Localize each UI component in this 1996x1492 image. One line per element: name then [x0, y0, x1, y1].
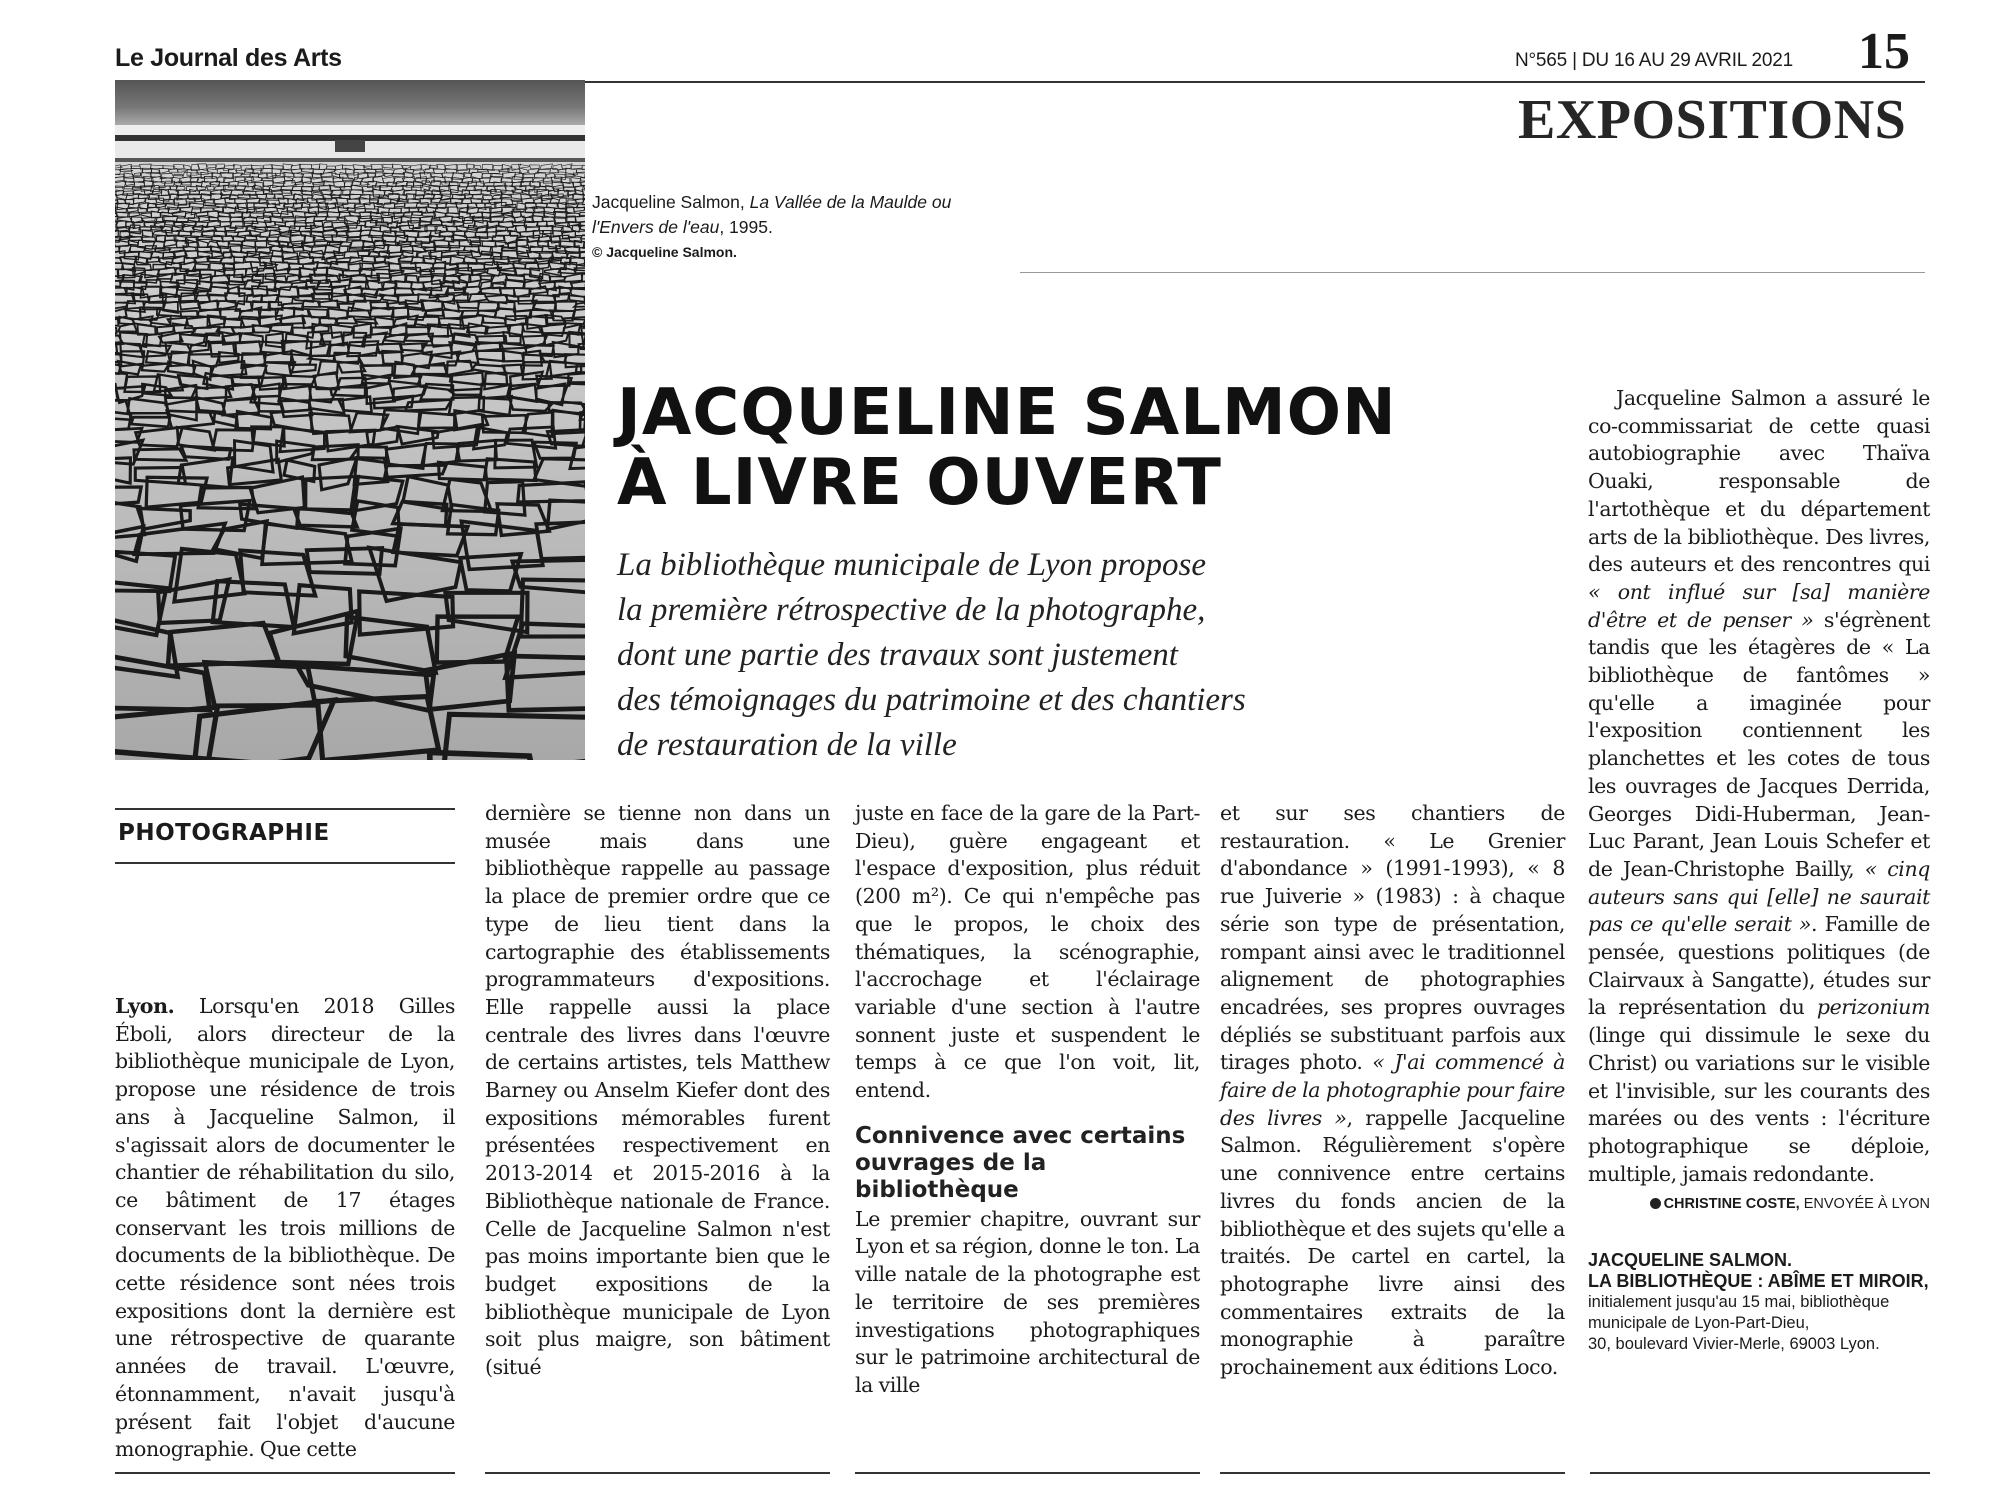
body-text: dernière se tienne non dans un musée mais dans une bibliothèque rappelle au passage la place de premier ordre que ce type de lieu tient dans la cartographie des établissements programmateurs d'expositions. Elle rappelle aussi la place centrale des livres dans l'œuvre de certains artistes, tels Matthew Barney ou Anselm Kiefer dont des expositions mémorables furent présentées respectivement en 2013-2014 et 2015-2016 à la Bibliothèque nationale de France. Celle de Jacqueline Salmon n'est pas moins importante bien que le budget expositions de la bibliothèque municipale de Lyon soit plus maigre, son bâtiment (situé: [485, 801, 830, 1380]
article-column-4: [1220, 800, 1565, 1382]
article-column-1: [115, 993, 455, 1464]
body-text: , rappelle Jacqueline Salmon. Régulièrement s'opère une connivence entre certains livres du fonds ancien de la bibliothèque et des sujets qu'elle a traités. De cartel en cartel, la photographe livre ainsi des commentaires extraits de la monographie à paraître prochainement aux éditions Loco.: [1220, 1105, 1566, 1380]
caption-title: La Vallée de la Maulde ou l'Envers de l'eau: [592, 192, 952, 237]
quote: « J'ai commencé à faire de la photographie pour faire des livres »: [1220, 1050, 1565, 1130]
column-rule: [115, 1472, 455, 1474]
column-rule: [1220, 1472, 1565, 1474]
standfirst-line: La bibliothèque municipale de Lyon propose: [617, 547, 1206, 583]
standfirst-line: dont une partie des travaux sont justement: [617, 637, 1178, 673]
bullet-icon: [1650, 1198, 1661, 1209]
body-text: et sur ses chantiers de restauration. « Le Grenier d'abondance » (1991-1993), « 8 rue Juiverie » (1983) : à chaque série son type de présentation, rompant ainsi avec le traditionnel alignement de photographies encadrées, ses propres ouvrages dépliés se substituant parfois aux tirages photo.: [1220, 801, 1565, 1075]
column-rule: [1590, 1472, 1930, 1474]
photo-caption: [592, 190, 1012, 265]
info-detail: 30, boulevard Vivier-Merle, 69003 Lyon.: [1588, 1335, 1880, 1354]
body-text: s'égrènent tandis que les étagères de « La bibliothèque de fantômes » qu'elle a imaginée pour l'exposition contiennent les planchettes et les cotes de tous les ouvrages de Jacques Derrida, Georges Didi-Huberman, Jean-Luc Parant, Jean Louis Schefer et de Jean-Christophe Bailly,: [1588, 607, 1930, 881]
standfirst-line: la première rétrospective de la photographe,: [617, 592, 1206, 628]
byline-name: CHRISTINE COSTE,: [1663, 1196, 1800, 1213]
body-text: Jacqueline Salmon a assuré le co-commissariat de cette quasi autobiographie avec Thaïva Ouaki, responsable de l'artothèque et du département arts de la bibliothèque. Des livres, des auteurs et des rencontres qui: [1588, 386, 1930, 577]
page-number: 15: [1858, 23, 1910, 80]
body-text: (linge qui dissimule le sexe du Christ) ou variations sur le visible et l'invisible, sur les courants des marées ou des vents : l'écriture photographique se déploie, multiple, jamais redondante.: [1588, 1023, 1930, 1186]
quote: « ont influé sur [sa] manière d'être et de penser »: [1588, 579, 1930, 632]
issue-date: N°565 | DU 16 AU 29 AVRIL 2021: [1515, 50, 1793, 71]
body-text: Lorsqu'en 2018 Gilles Éboli, alors directeur de la bibliothèque municipale de Lyon, propose une résidence de trois ans à Jacqueline Salmon, il s'agissait alors de documenter le chantier de réhabilitation du silo, ce bâtiment de 17 étages conservant les trois millions de documents de la bibliothèque. De cette résidence sont nées trois expositions dont la dernière est une rétrospective de quarante années de travail. L'œuvre, étonnamment, n'avait jusqu'à présent fait l'objet d'aucune monographie. Que cette: [115, 994, 455, 1462]
byline: [1588, 1194, 1930, 1214]
standfirst-line: de restauration de la ville: [617, 727, 957, 763]
headline-line-2: À LIVRE OUVERT: [617, 446, 1222, 520]
info-subtitle: LA BIBLIOTHÈQUE : ABÎME ET MIROIR,: [1588, 1271, 1929, 1292]
column-rule: [855, 1472, 1200, 1474]
standfirst: [617, 543, 1577, 768]
kicker-rule: [115, 808, 455, 810]
quote: « cinq auteurs sans qui [elle] ne saurait pas ce qu'elle serait »: [1588, 856, 1930, 937]
info-title: JACQUELINE SALMON.: [1588, 1250, 1793, 1271]
subheading: Connivence avec certains ouvrages de la bibliothèque: [855, 1122, 1186, 1203]
exhibition-info: [1588, 1250, 1930, 1355]
headline-line-1: JACQUELINE SALMON: [617, 376, 1397, 450]
caption-year: , 1995.: [719, 217, 773, 237]
kicker-rule: [115, 862, 455, 864]
caption-rule: [1020, 272, 1925, 273]
term: perizonium: [1816, 995, 1930, 1020]
info-detail: initialement jusqu'au 15 mai, bibliothèque: [1588, 1293, 1890, 1312]
body-text: juste en face de la gare de la Part-Dieu), guère engageant et l'espace d'exposition, plus réduit (200 m²). Ce qui n'empêche pas que le propos, le choix des thématiques, la scénographie, l'accrochage et l'éclairage variable d'une section à l'autre sonnent juste et suspendent le temps à ce que l'on voit, lit, entend.: [855, 801, 1200, 1103]
article-column-2: [485, 800, 830, 1382]
dateline: Lyon.: [115, 994, 175, 1018]
column-rule: [485, 1472, 830, 1474]
header-rule: [585, 81, 1925, 83]
masthead: Le Journal des Arts: [115, 44, 342, 72]
headline: [617, 378, 1397, 518]
body-text: . Famille de pensée, questions politiques (de Clairvaux à Sangatte), études sur la représentation du: [1588, 912, 1930, 1020]
section-kicker: PHOTOGRAPHIE: [118, 820, 330, 846]
section-title: EXPOSITIONS: [1518, 89, 1907, 151]
info-detail: municipale de Lyon-Part-Dieu,: [1588, 1314, 1810, 1333]
body-text: Le premier chapitre, ouvrant sur Lyon et sa région, donne le ton. La ville natale de la photographe est le territoire de ses premières investigations photographiques sur le patrimoine architectural de la ville: [855, 1206, 1200, 1397]
article-column-5: [1588, 385, 1930, 1355]
standfirst-line: des témoignages du patrimoine et des chantiers: [617, 682, 1246, 718]
caption-credit: © Jacqueline Salmon.: [592, 244, 737, 260]
caption-author: Jacqueline Salmon,: [592, 192, 750, 212]
cracked-earth-photo: [115, 80, 585, 760]
byline-place: ENVOYÉE À LYON: [1799, 1196, 1930, 1213]
article-column-3: [855, 800, 1200, 1400]
